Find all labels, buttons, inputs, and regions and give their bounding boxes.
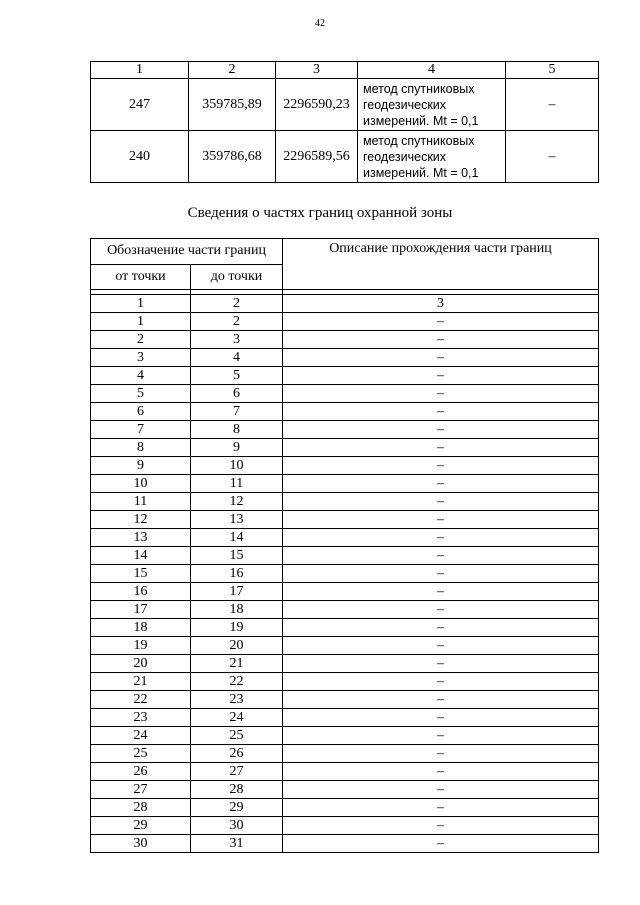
table-row <box>91 79 599 131</box>
point-number: 240 <box>91 131 189 183</box>
header-row <box>91 239 599 265</box>
table-row <box>91 313 599 331</box>
from-point: 2 <box>91 331 191 349</box>
description: – <box>283 403 599 421</box>
description: – <box>283 457 599 475</box>
column-number-header: 2 <box>189 62 276 79</box>
table-row <box>91 331 599 349</box>
description: – <box>283 745 599 763</box>
from-point: 6 <box>91 403 191 421</box>
description: – <box>283 439 599 457</box>
description: – <box>283 835 599 853</box>
from-point: 3 <box>91 349 191 367</box>
to-point: 12 <box>191 493 283 511</box>
to-point: 11 <box>191 475 283 493</box>
table-row <box>91 457 599 475</box>
from-point: 12 <box>91 511 191 529</box>
coordinates-table <box>90 61 599 183</box>
coordinate-y: 2296590,23 <box>276 79 358 131</box>
to-point: 19 <box>191 619 283 637</box>
from-point: 25 <box>91 745 191 763</box>
coordinate-y: 2296589,56 <box>276 131 358 183</box>
column-number: 3 <box>283 295 599 313</box>
description: – <box>283 691 599 709</box>
to-point: 6 <box>191 385 283 403</box>
section-title: Сведения о частях границ охранной зоны <box>187 205 453 221</box>
header-from-point: от точки <box>91 264 191 290</box>
from-point: 8 <box>91 439 191 457</box>
from-point: 11 <box>91 493 191 511</box>
from-point: 10 <box>91 475 191 493</box>
to-point: 2 <box>191 313 283 331</box>
table-row <box>91 709 599 727</box>
description: – <box>283 727 599 745</box>
header-description: Описание прохождения части границ <box>283 239 599 290</box>
from-point: 19 <box>91 637 191 655</box>
from-point: 7 <box>91 421 191 439</box>
from-point: 21 <box>91 673 191 691</box>
table-row <box>91 691 599 709</box>
description: – <box>283 673 599 691</box>
from-point: 30 <box>91 835 191 853</box>
description: – <box>283 565 599 583</box>
description: – <box>283 781 599 799</box>
method-line: геодезических <box>363 149 447 164</box>
description: – <box>283 601 599 619</box>
header-part-designation: Обозначение части границ <box>91 239 283 265</box>
to-point: 9 <box>191 439 283 457</box>
to-point: 23 <box>191 691 283 709</box>
to-point: 22 <box>191 673 283 691</box>
from-point: 18 <box>91 619 191 637</box>
table-row <box>91 547 599 565</box>
column-5-value: – <box>506 79 599 131</box>
from-point: 5 <box>91 385 191 403</box>
from-point: 26 <box>91 763 191 781</box>
table-row <box>91 583 599 601</box>
method-line: метод спутниковых <box>363 133 475 148</box>
to-point: 8 <box>191 421 283 439</box>
table-row <box>91 475 599 493</box>
point-number: 247 <box>91 79 189 131</box>
to-point: 27 <box>191 763 283 781</box>
table-row <box>91 511 599 529</box>
description: – <box>283 511 599 529</box>
from-point: 24 <box>91 727 191 745</box>
description: – <box>283 475 599 493</box>
to-point: 18 <box>191 601 283 619</box>
table-row <box>91 745 599 763</box>
table-row <box>91 131 599 183</box>
column-number-header: 5 <box>506 62 599 79</box>
description: – <box>283 799 599 817</box>
table-row <box>91 727 599 745</box>
table-row <box>91 421 599 439</box>
table-row <box>91 637 599 655</box>
to-point: 10 <box>191 457 283 475</box>
from-point: 13 <box>91 529 191 547</box>
table-row <box>91 763 599 781</box>
table-row <box>91 619 599 637</box>
description: – <box>283 709 599 727</box>
table-row <box>91 817 599 835</box>
description: – <box>283 763 599 781</box>
column-number: 2 <box>191 295 283 313</box>
method-line: геодезических <box>363 97 447 112</box>
column-number-header: 3 <box>276 62 358 79</box>
column-number-header: 4 <box>358 62 506 79</box>
table-row <box>91 439 599 457</box>
to-point: 13 <box>191 511 283 529</box>
to-point: 14 <box>191 529 283 547</box>
description: – <box>283 421 599 439</box>
method-line: метод спутниковых <box>363 81 475 96</box>
description: – <box>283 529 599 547</box>
method-line: измерений. Mt = 0,1 <box>363 165 479 180</box>
table-row <box>91 835 599 853</box>
header-to-point: до точки <box>191 264 283 290</box>
table-row <box>91 601 599 619</box>
description: – <box>283 619 599 637</box>
method-line: измерений. Mt = 0,1 <box>363 113 479 128</box>
description: – <box>283 367 599 385</box>
table-row <box>91 385 599 403</box>
description: – <box>283 331 599 349</box>
from-point: 28 <box>91 799 191 817</box>
description: – <box>283 637 599 655</box>
to-point: 4 <box>191 349 283 367</box>
coordinate-x: 359786,68 <box>189 131 276 183</box>
to-point: 26 <box>191 745 283 763</box>
to-point: 5 <box>191 367 283 385</box>
method-description <box>358 131 506 183</box>
description: – <box>283 493 599 511</box>
table-row <box>91 529 599 547</box>
boundary-parts-body <box>91 295 599 853</box>
column-5-value: – <box>506 131 599 183</box>
from-point: 29 <box>91 817 191 835</box>
from-point: 27 <box>91 781 191 799</box>
to-point: 15 <box>191 547 283 565</box>
to-point: 3 <box>191 331 283 349</box>
to-point: 21 <box>191 655 283 673</box>
to-point: 31 <box>191 835 283 853</box>
column-number-row <box>91 295 599 313</box>
to-point: 28 <box>191 781 283 799</box>
from-point: 22 <box>91 691 191 709</box>
to-point: 20 <box>191 637 283 655</box>
table-row <box>91 781 599 799</box>
boundary-parts-table <box>90 238 599 853</box>
from-point: 20 <box>91 655 191 673</box>
method-description <box>358 79 506 131</box>
description: – <box>283 655 599 673</box>
description: – <box>283 583 599 601</box>
description: – <box>283 817 599 835</box>
table-row <box>91 673 599 691</box>
from-point: 1 <box>91 313 191 331</box>
page-number: 42 <box>315 18 325 29</box>
from-point: 14 <box>91 547 191 565</box>
description: – <box>283 313 599 331</box>
from-point: 16 <box>91 583 191 601</box>
from-point: 4 <box>91 367 191 385</box>
to-point: 7 <box>191 403 283 421</box>
to-point: 24 <box>191 709 283 727</box>
from-point: 17 <box>91 601 191 619</box>
table-row <box>91 565 599 583</box>
from-point: 15 <box>91 565 191 583</box>
table-row <box>91 349 599 367</box>
table-row <box>91 799 599 817</box>
coordinate-x: 359785,89 <box>189 79 276 131</box>
table-row <box>91 367 599 385</box>
to-point: 25 <box>191 727 283 745</box>
to-point: 30 <box>191 817 283 835</box>
description: – <box>283 547 599 565</box>
to-point: 16 <box>191 565 283 583</box>
table-row <box>91 403 599 421</box>
description: – <box>283 349 599 367</box>
to-point: 29 <box>191 799 283 817</box>
column-number-header: 1 <box>91 62 189 79</box>
from-point: 23 <box>91 709 191 727</box>
coordinates-header-row <box>91 62 599 79</box>
description: – <box>283 385 599 403</box>
from-point: 9 <box>91 457 191 475</box>
table-row <box>91 493 599 511</box>
column-number: 1 <box>91 295 191 313</box>
table-row <box>91 655 599 673</box>
to-point: 17 <box>191 583 283 601</box>
